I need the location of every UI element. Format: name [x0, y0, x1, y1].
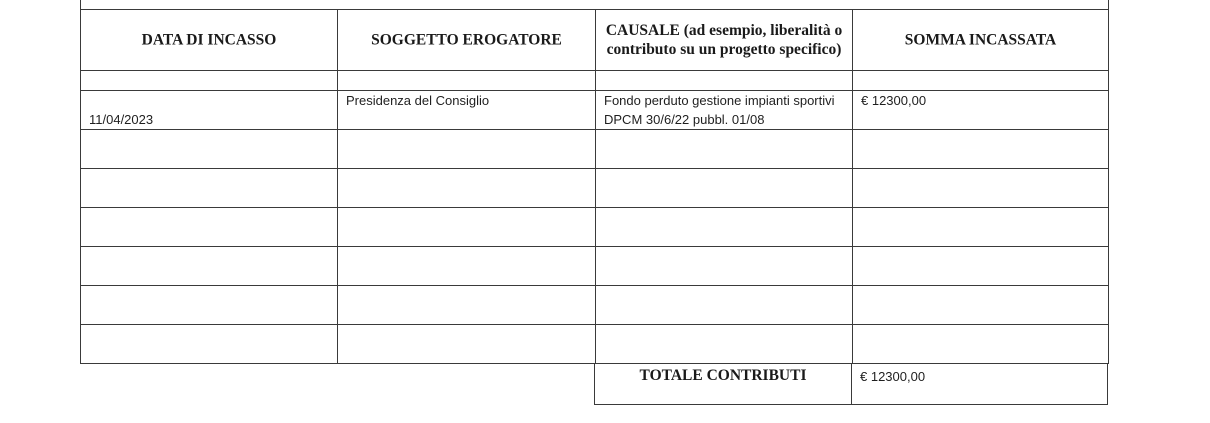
- total-row: [594, 364, 1109, 405]
- header-date: DATA DI INCASSO: [141, 31, 277, 49]
- header-cell-reason: [595, 10, 852, 71]
- cell-subject: [337, 91, 595, 130]
- total-amount-cell: [851, 364, 1108, 405]
- header-reason: CAUSALE (ad esempio, liberalità o contributo su un progetto specifico): [605, 22, 843, 58]
- table-cell: [595, 286, 852, 325]
- table-cell: [852, 169, 1109, 208]
- table-cell: [595, 247, 852, 286]
- table-cell: [852, 325, 1109, 364]
- table-cell: [852, 208, 1109, 247]
- table-cell: [852, 71, 1109, 91]
- table-row-empty: [80, 208, 1109, 247]
- table-cell: [337, 71, 595, 91]
- table-cell: [595, 325, 852, 364]
- table-cell: [852, 247, 1109, 286]
- table-cell: [337, 286, 595, 325]
- table-row: [80, 91, 1109, 130]
- table-row-empty: [80, 169, 1109, 208]
- total-amount: € 12300,00: [860, 369, 926, 384]
- cell-reason: [595, 91, 852, 130]
- table-cell: [337, 247, 595, 286]
- table-cell: [595, 130, 852, 169]
- table-cell: [337, 325, 595, 364]
- table-spacer-row: [80, 71, 1109, 91]
- row-reason: Fondo perduto gestione impianti sportivi DPCM 30/6/22 pubbl. 01/08: [604, 93, 835, 127]
- table-cell: [80, 71, 337, 91]
- header-subject: SOGGETTO EROGATORE: [371, 31, 562, 49]
- table-row-empty: [80, 130, 1109, 169]
- table-cell: [80, 325, 337, 364]
- table-top-strip: [80, 0, 1109, 10]
- table-cell: [337, 169, 595, 208]
- table-row-empty: [80, 247, 1109, 286]
- header-cell-amount: [852, 10, 1109, 71]
- table-cell: [595, 208, 852, 247]
- cell-date: [80, 91, 337, 130]
- table-cell: [337, 130, 595, 169]
- total-label: TOTALE CONTRIBUTI: [639, 367, 807, 384]
- row-subject: Presidenza del Consiglio: [346, 93, 490, 108]
- table-cell: [595, 169, 852, 208]
- table-cell: [852, 286, 1109, 325]
- table-cell: [80, 130, 337, 169]
- table-cell: [80, 286, 337, 325]
- table-cell: [337, 208, 595, 247]
- header-cell-date: [80, 10, 337, 71]
- table-row-empty: [80, 325, 1109, 364]
- total-label-cell: [594, 364, 851, 405]
- header-amount: SOMMA INCASSATA: [904, 31, 1057, 49]
- cell-amount: [852, 91, 1109, 130]
- table-row-empty: [80, 286, 1109, 325]
- table-cell: [852, 130, 1109, 169]
- row-amount: € 12300,00: [861, 93, 927, 108]
- table-cell: [80, 208, 337, 247]
- table-cell: [80, 169, 337, 208]
- header-cell-subject: [337, 10, 595, 71]
- table-cell: [595, 71, 852, 91]
- table-header-row: [80, 10, 1109, 71]
- table-cell: [80, 247, 337, 286]
- row-date: 11/04/2023: [89, 112, 154, 127]
